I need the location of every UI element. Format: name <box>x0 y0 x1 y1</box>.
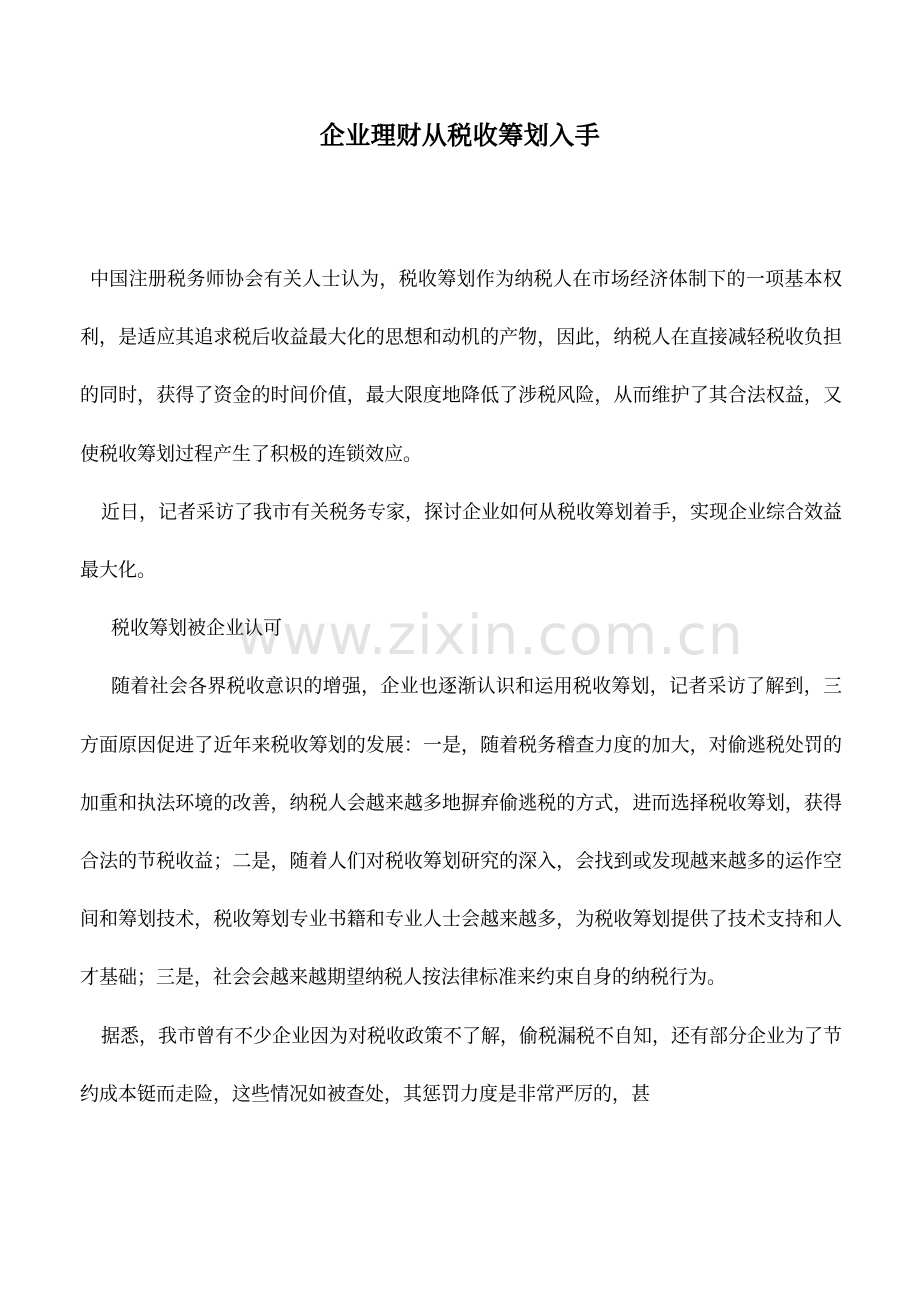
paragraph-reasons: 随着社会各界税收意识的增强，企业也逐渐认识和运用税收筹划，记者采访了解到，三方面原因促进了近年来税收筹划的发展：一是，随着税务稽查力度的加大，对偷逃税处罚的加重和执法环境的改善，纳税人会越来越多地摒弃偷逃税的方式，进而选择税收筹划，获得合法的节税收益；二是，随着人们对税收筹划研究的深入，会找到或发现越来越多的运作空间和筹划技术，税收筹划专业书籍和专业人士会越来越多，为税收筹划提供了技术支持和人才基础；三是，社会会越来越期望纳税人按法律标准来约束自身的纳税行为。 <box>80 675 842 989</box>
watermark-text: www.zixin.com.cn <box>236 603 744 667</box>
paragraph-penalties: 据悉，我市曾有不少企业因为对税收政策不了解，偷税漏税不自知，还有部分企业为了节约成本铤而走险，这些情况如被查处，其惩罚力度是非常严厉的，甚 <box>80 1024 843 1105</box>
paragraph-interview: 近日，记者采访了我市有关税务专家，探讨企业如何从税收筹划着手，实现企业综合效益最大化。 <box>80 500 843 582</box>
document-title: 企业理财从税收筹划入手 <box>319 121 601 150</box>
section-heading: 税收筹划被企业认可 <box>111 617 283 640</box>
document-body <box>80 250 842 1123</box>
paragraph-intro: 中国注册税务师协会有关人士认为，税收筹划作为纳税人在市场经济体制下的一项基本权利，是适应其追求税后收益最大化的思想和动机的产物，因此，纳税人在直接减轻税收负担的同时，获得了资金的时间价值，最大限度地降低了涉税风险，从而维护了其合法权益，又使税收筹划过程产生了积极的连锁效应。 <box>80 268 842 465</box>
